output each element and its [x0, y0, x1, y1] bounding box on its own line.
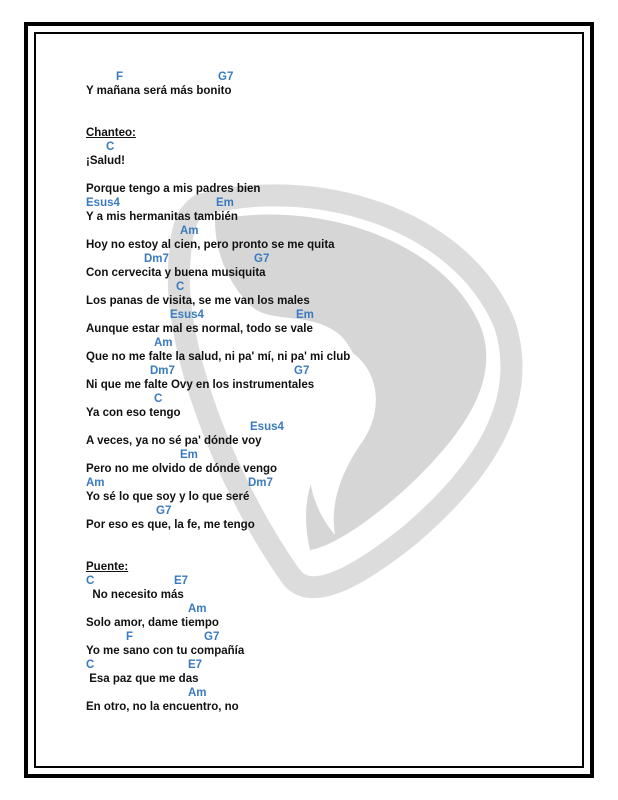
lyric-line — [86, 406, 566, 420]
chord: G7 — [254, 253, 270, 265]
chord: Am — [154, 337, 173, 349]
chord-line — [86, 686, 566, 700]
lyric-text: Los panas de visita, se me van los males — [86, 295, 310, 307]
chord: Esus4 — [250, 421, 284, 433]
lyric-text: ¡Salud! — [86, 155, 125, 167]
chord: Dm7 — [248, 477, 273, 489]
lyric-line — [86, 672, 566, 686]
chord: F — [116, 71, 124, 83]
lyric-text: A veces, ya no sé pa' dónde voy — [86, 435, 262, 447]
blank-line — [86, 546, 566, 560]
lyric-line — [86, 322, 566, 336]
lyric-text: Y a mis hermanitas también — [86, 211, 238, 223]
lyric-text: Ni que me falte Ovy en los instrumentales — [86, 379, 315, 391]
chord: Dm7 — [150, 365, 175, 377]
lyric-text: Yo me sano con tu compañía — [86, 645, 245, 657]
lyric-text: Esa paz que me das — [86, 673, 199, 685]
song-sheet — [86, 70, 566, 714]
chord: C — [86, 659, 95, 671]
chord: Dm7 — [144, 253, 169, 265]
section-title: Puente: — [86, 561, 129, 573]
blank-line — [86, 532, 566, 546]
chord-line — [86, 196, 566, 210]
chord-line — [86, 476, 566, 490]
lyric-line — [86, 210, 566, 224]
chord: E7 — [174, 575, 189, 587]
lyric-line — [86, 378, 566, 392]
chord-line — [86, 630, 566, 644]
chord-line — [86, 420, 566, 434]
lyric-line — [86, 84, 566, 98]
chord-line — [86, 504, 566, 518]
lyric-text: Yo sé lo que soy y lo que seré — [86, 491, 250, 503]
lyric-text: Pero no me olvido de dónde vengo — [86, 463, 278, 475]
lyric-line — [86, 644, 566, 658]
lyric-line — [86, 238, 566, 252]
chord: Esus4 — [86, 197, 120, 209]
lyric-line — [86, 182, 566, 196]
lyric-text: No necesito más — [86, 589, 184, 601]
lyric-line — [86, 154, 566, 168]
chord-line — [86, 280, 566, 294]
chord: Em — [180, 449, 198, 461]
chord: G7 — [218, 71, 234, 83]
lyric-line — [86, 350, 566, 364]
lyric-line — [86, 294, 566, 308]
lyric-text: En otro, no la encuentro, no — [86, 701, 239, 713]
lyric-text: Por eso es que, la fe, me tengo — [86, 519, 255, 531]
section-title: Chanteo: — [86, 127, 136, 139]
lyric-text: Ya con eso tengo — [86, 407, 181, 419]
chord: G7 — [294, 365, 310, 377]
chord-line — [86, 364, 566, 378]
chord-line — [86, 658, 566, 672]
lyric-text: Solo amor, dame tiempo — [86, 617, 219, 629]
chord: C — [176, 281, 185, 293]
lyric-text: Y mañana será más bonito — [86, 85, 232, 97]
lyric-text: Hoy no estoy al cien, pero pronto se me quita — [86, 239, 335, 251]
chord-line — [86, 602, 566, 616]
section-heading — [86, 560, 566, 574]
chord-line — [86, 392, 566, 406]
chord: E7 — [188, 659, 203, 671]
lyric-text: Con cervecita y buena musiquita — [86, 267, 266, 279]
chord-line — [86, 252, 566, 266]
chord-line — [86, 448, 566, 462]
lyric-text: Aunque estar mal es normal, todo se vale — [86, 323, 313, 335]
blank-line — [86, 98, 566, 112]
chord: G7 — [156, 505, 172, 517]
chord-line — [86, 308, 566, 322]
lyric-line — [86, 616, 566, 630]
chord: F — [126, 631, 134, 643]
chord: Em — [216, 197, 234, 209]
chord: Em — [296, 309, 314, 321]
chord: Esus4 — [170, 309, 204, 321]
lyric-line — [86, 588, 566, 602]
chord-line — [86, 574, 566, 588]
lyric-text: Porque tengo a mis padres bien — [86, 183, 261, 195]
chord-line — [86, 140, 566, 154]
section-heading — [86, 126, 566, 140]
blank-line — [86, 168, 566, 182]
chord: C — [154, 393, 163, 405]
chord: Am — [188, 687, 207, 699]
chord-line — [86, 224, 566, 238]
chord: G7 — [204, 631, 220, 643]
chord: Am — [188, 603, 207, 615]
lyric-line — [86, 266, 566, 280]
chord-line — [86, 70, 566, 84]
lyric-line — [86, 518, 566, 532]
lyric-line — [86, 462, 566, 476]
lyric-line — [86, 434, 566, 448]
blank-line — [86, 112, 566, 126]
chord: Am — [180, 225, 199, 237]
chord: C — [86, 575, 95, 587]
lyric-line — [86, 490, 566, 504]
lyric-text: Que no me falte la salud, ni pa' mí, ni pa' mi club — [86, 351, 351, 363]
chord: C — [106, 141, 115, 153]
chord-line — [86, 336, 566, 350]
lyric-line — [86, 700, 566, 714]
chord: Am — [86, 477, 105, 489]
